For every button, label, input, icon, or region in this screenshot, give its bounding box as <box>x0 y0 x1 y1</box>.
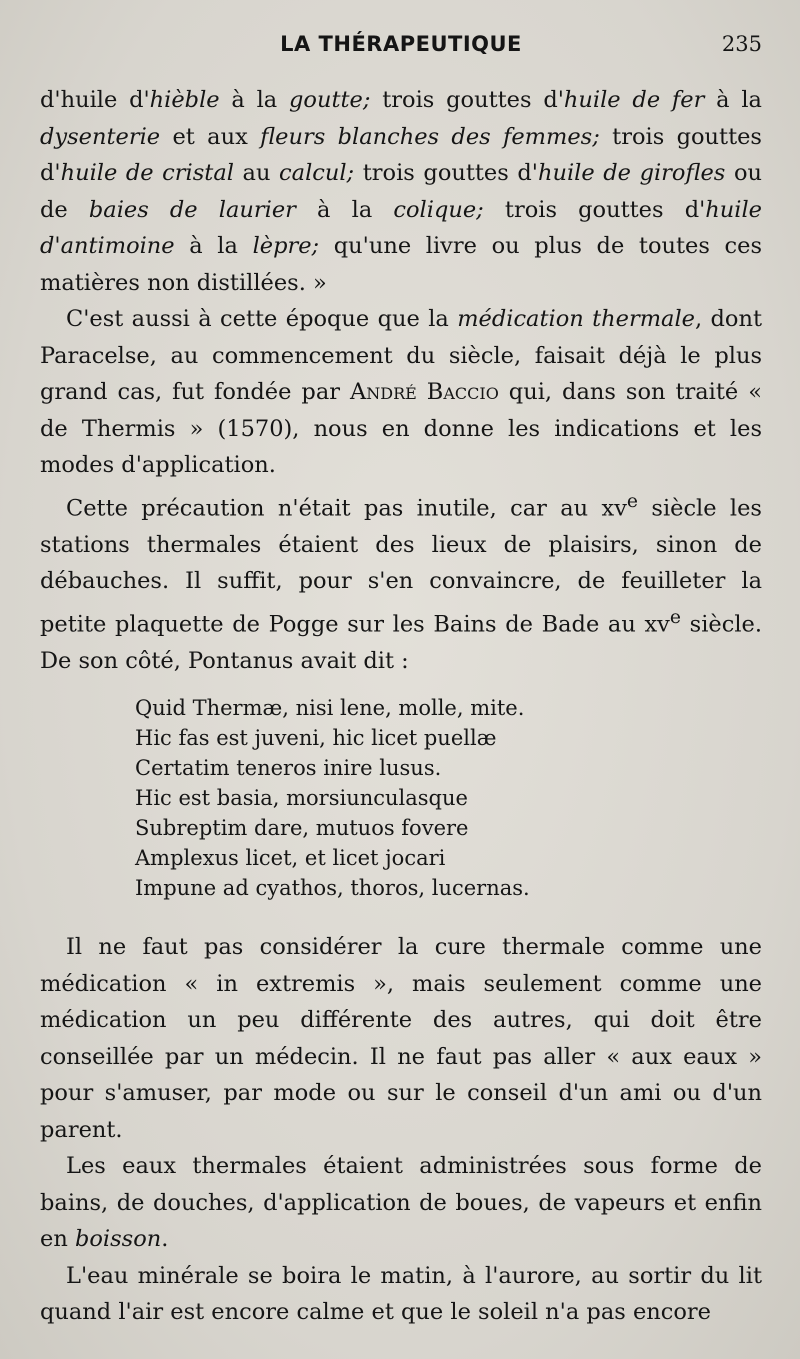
poem-line: Certatim teneros inire lusus. <box>135 756 442 780</box>
poem-line: Hic est basia, morsiunculasque <box>135 786 468 810</box>
page-number: 235 <box>721 32 762 56</box>
poem-line: Quid Thermæ, nisi lene, molle, mite. <box>135 696 525 720</box>
page-body <box>40 82 762 1331</box>
paragraph-5: Les eaux thermales étaient administrées sous forme de bains, de douches, d'application de boues, de vapeurs et enfin en boisson. <box>40 1153 762 1252</box>
poem-line: Amplexus licet, et licet jocari <box>135 846 446 870</box>
paragraph-3: Cette précaution n'était pas inutile, car au $xv^e$ siècle les stations thermales étaient des lieux de plaisirs, sinon de débauches. Il suffit, pour s'en convaincre, de feuilleter la petite plaquette de Pogge sur les Bains de Bade au $xv^e$ siècle. De son côté, Pontanus avait dit : <box>40 490 763 674</box>
paragraph-4: Il ne faut pas considérer la cure thermale comme une médication « in extremis », mais seulement comme une médication un peu différente des autres, qui doit être conseillée par un médecin. Il ne faut pas aller « aux eaux » pour s'amuser, par mode ou sur le conseil d'un ami ou d'un parent. <box>40 934 762 1143</box>
poem-line: Hic fas est juveni, hic licet puellæ <box>135 726 497 750</box>
running-title: LA THÉRAPEUTIQUE <box>280 32 522 56</box>
author-name: André Baccio <box>350 379 499 405</box>
poem-line: Impune ad cyathos, thoros, lucernas. <box>135 876 530 900</box>
poem-line: Subreptim dare, mutuos fovere <box>135 816 469 840</box>
latin-poem <box>135 693 762 903</box>
paragraph-6: L'eau minérale se boira le matin, à l'aurore, au sortir du lit quand l'air est encore calme et que le soleil n'a pas encore <box>40 1262 762 1325</box>
page-header <box>40 32 762 68</box>
paragraph-1: d'huile d'hièble à la goutte; trois gouttes d'huile de fer à la dysenterie et aux fleurs blanches des femmes; trois gouttes d'huile de cristal au calcul; trois gouttes d'huile de girofles ou de baies de laurier à la colique; trois gouttes d'huile d'antimoine à la lèpre; qu'une livre ou plus de toutes ces matières non distillées. » <box>40 87 762 296</box>
paragraph-2: C'est aussi à cette époque que la médication thermale, dont Paracelse, au commencement du siècle, faisait déjà le plus grand cas, fut fondée par André Baccio qui, dans son traité « de Thermis » (1570), nous en donne les indications et les modes d'application. <box>40 306 762 478</box>
